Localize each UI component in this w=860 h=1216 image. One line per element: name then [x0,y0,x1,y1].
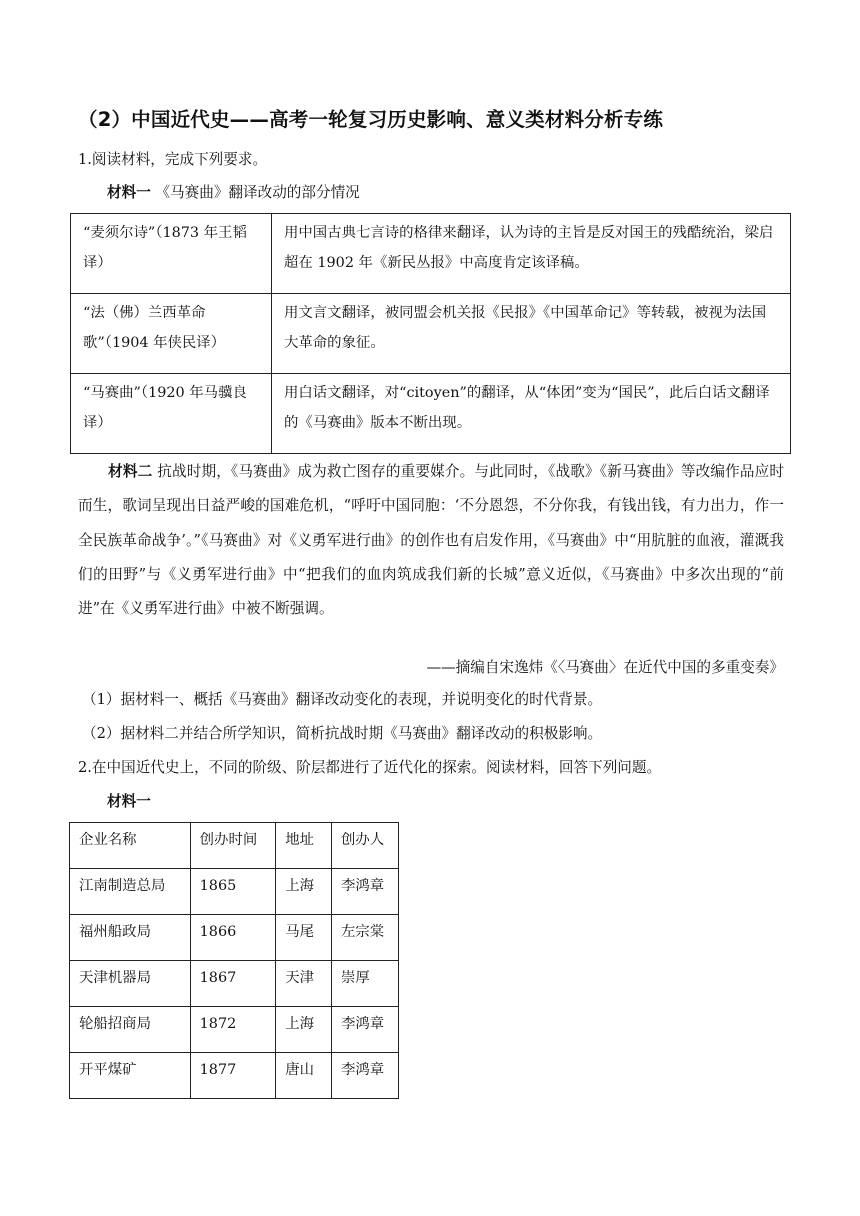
table-cell: 上海 [276,1007,332,1053]
enterprise-table [69,822,399,1099]
table-cell: 天津机器局 [70,961,191,1007]
table-row [70,869,399,915]
table-row [71,374,791,454]
translation-table [70,213,791,454]
table-row [71,214,791,294]
column-header: 创办人 [331,823,398,869]
column-header: 地址 [276,823,332,869]
table-cell: 崇厚 [331,961,398,1007]
table-cell: 1866 [190,915,276,961]
material-1-heading [107,181,360,202]
table-cell: 江南制造总局 [70,869,191,915]
table-cell: 李鸿章 [331,1007,398,1053]
column-header: 企业名称 [70,823,191,869]
material-label: 材料一 [107,793,151,810]
table-row [71,294,791,374]
table-cell: 唐山 [276,1053,332,1099]
table-row [70,1007,399,1053]
table-cell: 福州船政局 [70,915,191,961]
table-cell: “法（佛）兰西革命歌”（1904 年侠民译） [71,294,272,374]
table-cell: 马尾 [276,915,332,961]
sub-question-1: （1）据材料一、概括《马赛曲》翻译改动变化的表现，并说明变化的时代背景。 [82,691,603,708]
table-cell: 左宗棠 [331,915,398,961]
table-cell: 轮船招商局 [70,1007,191,1053]
material-2-text: 抗战时期，《马赛曲》成为救亡图存的重要媒介。与此同时，《战歌》《新马赛曲》等改编作品应时而生，歌词呈现出日益严峻的国难危机，“呼吁中国同胞：‘不分恩怨，不分你我，有钱出钱，有力出力，作一全民族革命战争’。”《马赛曲》对《义勇军进行曲》的创作也有启发作用，《马赛曲》中“用肮脏的血液，灌溉我们的田野”与《义勇军进行曲》中“把我们的血肉筑成我们新的长城”意义近似，《马赛曲》中多次出现的“前进”在《义勇军进行曲》中被不断强调。 [78,463,784,618]
table-cell: 李鸿章 [331,869,398,915]
source-citation: ——摘编自宋逸炜《〈马赛曲〉在近代中国的多重变奏》 [426,659,784,676]
table-row [70,961,399,1007]
table-cell: 用文言文翻译，被同盟会机关报《民报》《中国革命记》等转载，被视为法国大革命的象征。 [272,294,791,374]
sub-question-2: （2）据材料二并结合所学知识，简析抗战时期《马赛曲》翻译改动的积极影响。 [82,725,603,742]
question-1-intro: 1.阅读材料，完成下列要求。 [78,151,268,168]
material-caption: 《马赛曲》翻译改动的部分情况 [155,184,360,201]
table-cell: 1865 [190,869,276,915]
table-row [70,1053,399,1099]
table-cell: 上海 [276,869,332,915]
table-cell: “麦须尔诗”（1873 年王韬译） [71,214,272,294]
table-cell: 用白话文翻译，对“citoyen”的翻译，从“体团”变为“国民”，此后白话文翻译的《马赛曲》版本不断出现。 [272,374,791,454]
column-header: 创办时间 [190,823,276,869]
table-cell: 天津 [276,961,332,1007]
material-label: 材料二 [108,463,153,480]
table-cell: “马赛曲”（1920 年马骥良译） [71,374,272,454]
table-header-row [70,823,399,869]
material-label: 材料一 [107,184,151,201]
table-cell: 1877 [190,1053,276,1099]
table-cell: 1872 [190,1007,276,1053]
material-2-paragraph [78,455,784,626]
table-row [70,915,399,961]
question-2-intro: 2.在中国近代史上，不同的阶级、阶层都进行了近代化的探索。阅读材料，回答下列问题。 [78,759,662,776]
table-cell: 用中国古典七言诗的格律来翻译，认为诗的主旨是反对国王的残酷统治，梁启超在 1902 年《新民丛报》中高度肯定该译稿。 [272,214,791,294]
table-cell: 李鸿章 [331,1053,398,1099]
page-title: （2）中国近代史——高考一轮复习历史影响、意义类材料分析专练 [78,108,664,131]
table-cell: 开平煤矿 [70,1053,191,1099]
table-cell: 1867 [190,961,276,1007]
